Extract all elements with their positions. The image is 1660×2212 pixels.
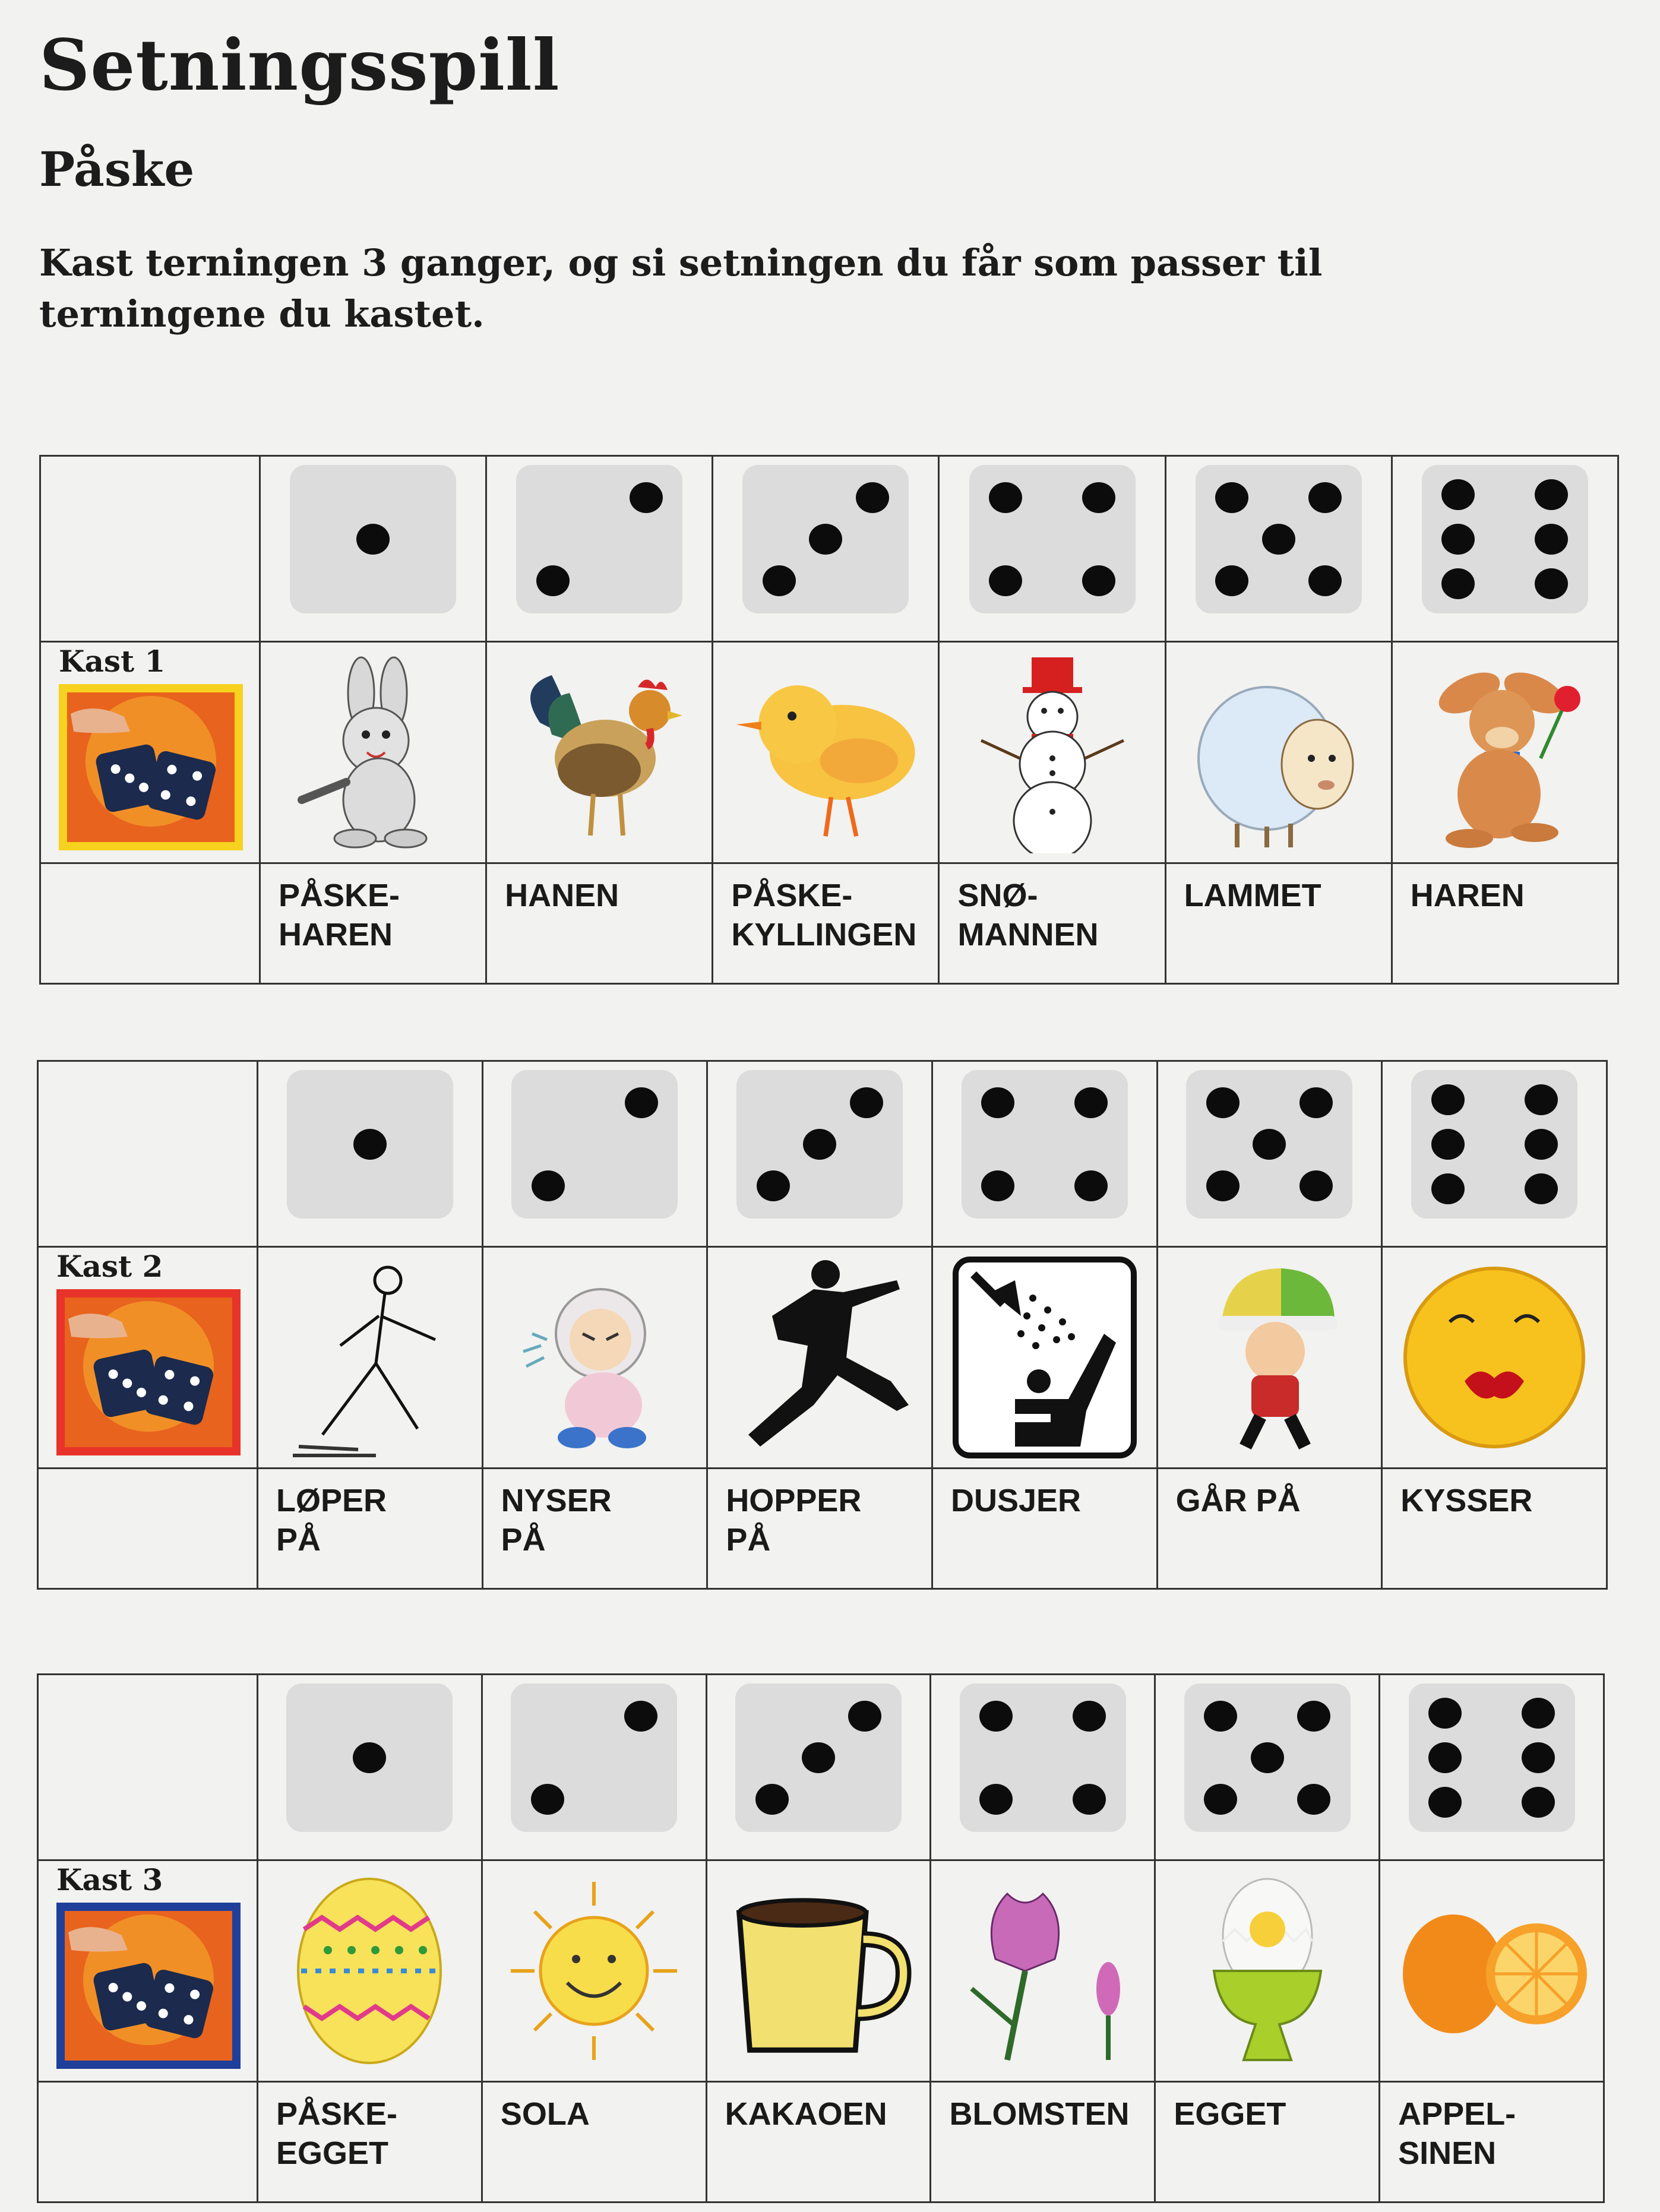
- picture-cell: [482, 1247, 707, 1469]
- word-cell: [707, 1469, 932, 1589]
- picture-row: [38, 1860, 1604, 2082]
- word-label: KAKAOEN: [725, 2096, 887, 2132]
- die-pip: [1073, 1701, 1106, 1732]
- die-face-3: [736, 1070, 903, 1219]
- die-cell: [939, 456, 1165, 642]
- sun-icon: [499, 1870, 689, 2072]
- die-pip: [1082, 482, 1115, 513]
- die-pip: [989, 482, 1022, 513]
- word-label: LØPER PÅ: [276, 1483, 387, 1558]
- picture-cell: [482, 1860, 706, 2082]
- die-pip: [1522, 1742, 1555, 1773]
- die-pip: [1522, 1787, 1555, 1818]
- corner-cell: [38, 1061, 258, 1247]
- die-pip: [1431, 1084, 1465, 1115]
- die-face-6: [1411, 1070, 1577, 1219]
- jumping-silhouette-icon: [725, 1257, 915, 1458]
- word-label: HAREN: [1410, 878, 1525, 913]
- picture-cell: [1380, 1860, 1604, 2082]
- die-cell: [706, 1675, 931, 1860]
- kast-label: Kast 2: [56, 1249, 163, 1284]
- kast-label-cell: [38, 1860, 258, 2082]
- picture-cell: [706, 1860, 931, 2082]
- picture-cell: [258, 1247, 483, 1469]
- dice-row: [40, 456, 1618, 642]
- die-face-5: [1196, 465, 1362, 613]
- empty-cell: [38, 2082, 258, 2202]
- die-pip: [625, 1087, 658, 1118]
- word-row: [40, 863, 1618, 984]
- word-label: PÅSKE- KYLLINGEN: [731, 878, 917, 952]
- die-face-6: [1409, 1683, 1575, 1832]
- word-cell: [1165, 863, 1392, 984]
- die-pip: [1535, 568, 1568, 599]
- die-pip: [1428, 1742, 1462, 1773]
- die-pip: [1299, 1170, 1333, 1201]
- die-face-2: [511, 1070, 678, 1219]
- die-pip: [802, 1742, 835, 1773]
- die-pip: [536, 565, 570, 596]
- word-label: NYSER PÅ: [501, 1483, 612, 1558]
- kast-label-cell: [38, 1247, 258, 1469]
- picture-cell: [931, 1860, 1155, 2082]
- die-face-4: [962, 1070, 1128, 1219]
- lamb-icon: [1184, 651, 1374, 853]
- die-pip: [356, 524, 390, 555]
- walking-stick-figure-icon: [275, 1257, 465, 1458]
- die-pip: [1441, 568, 1475, 599]
- word-label: KYSSER: [1400, 1483, 1533, 1518]
- kast-3-table: [37, 1673, 1605, 2203]
- die-cell: [1392, 456, 1618, 642]
- word-label: APPEL- SINEN: [1398, 2096, 1516, 2171]
- die-pip: [1215, 482, 1248, 513]
- word-cell: [1155, 2082, 1380, 2202]
- word-cell: [258, 1469, 483, 1589]
- word-label: DUSJER: [950, 1483, 1082, 1518]
- word-label: SNØ- MANNEN: [957, 878, 1099, 952]
- word-label: PÅSKE- HAREN: [279, 878, 400, 952]
- die-pip: [1308, 482, 1342, 513]
- word-label: BLOMSTEN: [949, 2096, 1130, 2132]
- page-subtitle: Påske: [39, 141, 195, 197]
- hare-with-flower-icon: [1410, 651, 1600, 853]
- word-cell: [713, 863, 939, 984]
- die-pip: [1522, 1698, 1555, 1729]
- die-pip: [848, 1701, 881, 1732]
- die-cell: [931, 1675, 1155, 1860]
- word-row: [38, 2082, 1604, 2202]
- die-face-3: [742, 465, 909, 613]
- die-cell: [258, 1675, 482, 1860]
- die-pip: [1525, 1084, 1558, 1115]
- picture-row: [38, 1247, 1607, 1469]
- bunny-icon: [278, 651, 468, 853]
- die-pip: [979, 1784, 1013, 1815]
- die-cell: [482, 1675, 706, 1860]
- word-label: HANEN: [505, 878, 619, 913]
- word-cell: [931, 2082, 1155, 2202]
- picture-cell: [1157, 1247, 1382, 1469]
- picture-cell: [260, 642, 486, 863]
- die-pip: [1535, 479, 1568, 510]
- throwing-dice-icon: [56, 1289, 241, 1455]
- chick-icon: [731, 651, 921, 853]
- die-pip: [1431, 1173, 1465, 1204]
- word-cell: [260, 863, 486, 984]
- die-pip: [1297, 1701, 1330, 1732]
- die-pip: [1535, 524, 1568, 555]
- word-label: GÅR PÅ: [1175, 1483, 1301, 1518]
- die-pip: [1215, 565, 1248, 596]
- die-cell: [1157, 1061, 1382, 1247]
- die-pip: [989, 565, 1022, 596]
- easter-egg-icon: [274, 1870, 464, 2072]
- die-cell: [1380, 1675, 1604, 1860]
- die-pip: [803, 1129, 836, 1160]
- dice-row: [38, 1061, 1607, 1247]
- orange-icon: [1397, 1870, 1587, 2072]
- picture-cell: [932, 1247, 1157, 1469]
- die-pip: [1074, 1087, 1108, 1118]
- die-pip: [1428, 1787, 1462, 1818]
- die-cell: [482, 1061, 707, 1247]
- die-face-4: [960, 1683, 1126, 1832]
- die-pip: [532, 1170, 565, 1201]
- kast-1-table: [39, 455, 1619, 985]
- die-pip: [1441, 479, 1475, 510]
- word-cell: [482, 2082, 706, 2202]
- empty-cell: [38, 1469, 258, 1589]
- picture-cell: [939, 642, 1165, 863]
- word-label: EGGET: [1174, 2096, 1286, 2132]
- die-pip: [981, 1087, 1014, 1118]
- die-pip: [531, 1784, 564, 1815]
- kissing-smiley-icon: [1399, 1257, 1589, 1458]
- kast-label-cell: [40, 642, 260, 863]
- die-pip: [1206, 1170, 1240, 1201]
- die-pip: [1204, 1701, 1237, 1732]
- dice-row: [38, 1675, 1604, 1860]
- cocoa-mug-icon: [723, 1870, 913, 2072]
- die-pip: [809, 524, 842, 555]
- picture-cell: [1392, 642, 1618, 863]
- die-pip: [1308, 565, 1342, 596]
- die-pip: [1073, 1784, 1106, 1815]
- die-cell: [1382, 1061, 1607, 1247]
- sneezing-child-icon: [499, 1257, 690, 1458]
- die-pip: [1428, 1698, 1462, 1729]
- crocus-flower-icon: [948, 1870, 1138, 2072]
- die-cell: [258, 1061, 483, 1247]
- die-cell: [1155, 1675, 1380, 1860]
- die-pip: [755, 1784, 789, 1815]
- die-pip: [981, 1170, 1014, 1201]
- word-cell: [1157, 1469, 1382, 1589]
- die-pip: [1082, 565, 1115, 596]
- word-cell: [1380, 2082, 1604, 2202]
- word-row: [38, 1469, 1607, 1589]
- die-face-5: [1186, 1070, 1352, 1219]
- die-pip: [353, 1742, 386, 1773]
- die-cell: [707, 1061, 932, 1247]
- die-pip: [1253, 1129, 1286, 1160]
- picture-row: [40, 642, 1618, 863]
- die-face-2: [511, 1683, 677, 1832]
- die-pip: [1441, 524, 1475, 555]
- picture-cell: [258, 1860, 482, 2082]
- die-pip: [856, 482, 889, 513]
- picture-cell: [1165, 642, 1392, 863]
- shower-pictogram-icon: [950, 1257, 1140, 1458]
- throwing-dice-icon: [59, 684, 243, 850]
- die-cell: [932, 1061, 1157, 1247]
- word-cell: [1392, 863, 1618, 984]
- die-pip: [1251, 1742, 1284, 1773]
- die-pip: [1074, 1170, 1108, 1201]
- die-pip: [1262, 524, 1295, 555]
- word-cell: [486, 863, 713, 984]
- word-label: HOPPER PÅ: [726, 1483, 862, 1558]
- word-label: PÅSKE- EGGET: [276, 2096, 398, 2171]
- die-pip: [353, 1129, 387, 1160]
- die-face-3: [735, 1683, 902, 1832]
- die-face-2: [516, 465, 682, 613]
- word-cell: [258, 2082, 482, 2202]
- die-pip: [1525, 1173, 1558, 1204]
- die-cell: [1165, 456, 1392, 642]
- die-pip: [1206, 1087, 1240, 1118]
- die-face-6: [1422, 465, 1588, 613]
- die-face-5: [1184, 1683, 1351, 1832]
- word-cell: [706, 2082, 931, 2202]
- corner-cell: [40, 456, 260, 642]
- die-pip: [624, 1701, 657, 1732]
- die-pip: [763, 565, 796, 596]
- kast-label: Kast 3: [56, 1862, 163, 1897]
- walking-boy-icon: [1174, 1257, 1364, 1458]
- die-pip: [1525, 1129, 1558, 1160]
- die-pip: [630, 482, 663, 513]
- word-cell: [1382, 1469, 1607, 1589]
- empty-cell: [40, 863, 260, 984]
- die-face-1: [287, 1070, 453, 1219]
- die-pip: [1204, 1784, 1237, 1815]
- die-face-1: [290, 465, 456, 613]
- die-pip: [979, 1701, 1013, 1732]
- word-label: LAMMET: [1184, 878, 1321, 913]
- picture-cell: [1382, 1247, 1607, 1469]
- word-cell: [932, 1469, 1157, 1589]
- snowman-icon: [957, 651, 1147, 853]
- throwing-dice-icon: [56, 1903, 241, 2069]
- kast-2-table: [37, 1060, 1608, 1590]
- kast-label: Kast 1: [59, 644, 166, 679]
- die-pip: [1299, 1087, 1333, 1118]
- boiled-egg-icon: [1172, 1870, 1362, 2072]
- instructions-text: Kast terningen 3 ganger, og si setningen du får som passer til terningene du kastet.: [39, 241, 1323, 336]
- word-label: SOLA: [500, 2096, 590, 2132]
- die-pip: [1431, 1129, 1465, 1160]
- die-pip: [850, 1087, 883, 1118]
- die-face-1: [286, 1683, 453, 1832]
- die-cell: [713, 456, 939, 642]
- die-cell: [486, 456, 713, 642]
- picture-cell: [1155, 1860, 1380, 2082]
- word-cell: [939, 863, 1165, 984]
- picture-cell: [713, 642, 939, 863]
- die-cell: [260, 456, 486, 642]
- word-cell: [482, 1469, 707, 1589]
- picture-cell: [707, 1247, 932, 1469]
- picture-cell: [486, 642, 713, 863]
- die-pip: [757, 1170, 790, 1201]
- die-pip: [1297, 1784, 1330, 1815]
- page-title: Setningsspill: [39, 24, 560, 106]
- rooster-icon: [504, 651, 694, 853]
- die-face-4: [969, 465, 1136, 613]
- corner-cell: [38, 1675, 258, 1860]
